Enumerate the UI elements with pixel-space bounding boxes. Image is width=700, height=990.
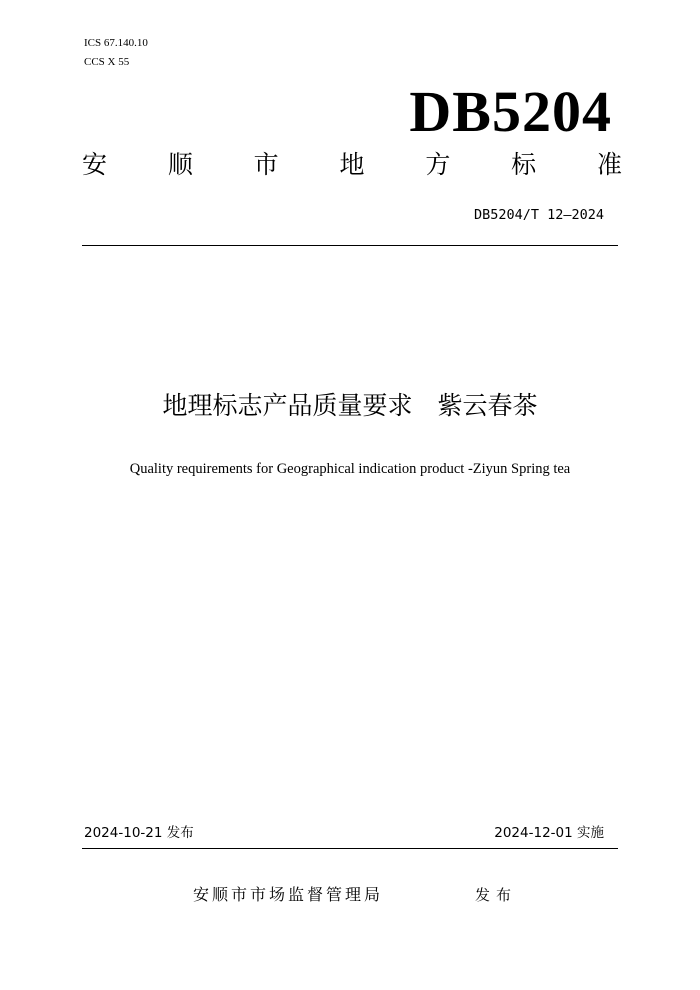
standard-number: DB5204/T 12—2024 <box>473 207 604 223</box>
standard-code: DB5204 <box>409 79 612 144</box>
standard-type-char: 标 <box>511 150 537 179</box>
classification-codes <box>84 37 148 75</box>
ics-code: ICS 67.140.10 <box>84 37 148 49</box>
top-divider <box>82 245 618 246</box>
issue-label: 发布 <box>475 886 518 904</box>
standard-type-char: 顺 <box>167 150 193 179</box>
implementation-date: 2024-12-01 实施 <box>494 825 604 841</box>
standard-type-char: 安 <box>82 150 108 179</box>
standard-type-char: 地 <box>339 150 365 179</box>
title-chinese: 地理标志产品质量要求 紫云春茶 <box>162 391 538 420</box>
standard-type-char: 市 <box>253 150 279 179</box>
standard-type <box>82 148 622 182</box>
ccs-code: CCS X 55 <box>84 56 130 68</box>
issuing-authority: 安顺市市场监督管理局 <box>193 885 384 904</box>
issue-date: 2024-10-21 发布 <box>84 825 194 841</box>
bottom-divider <box>82 848 618 849</box>
standard-type-char: 准 <box>596 150 622 179</box>
standard-type-char: 方 <box>425 150 451 179</box>
title-english: Quality requirements for Geographical indication product -Ziyun Spring tea <box>129 461 571 477</box>
